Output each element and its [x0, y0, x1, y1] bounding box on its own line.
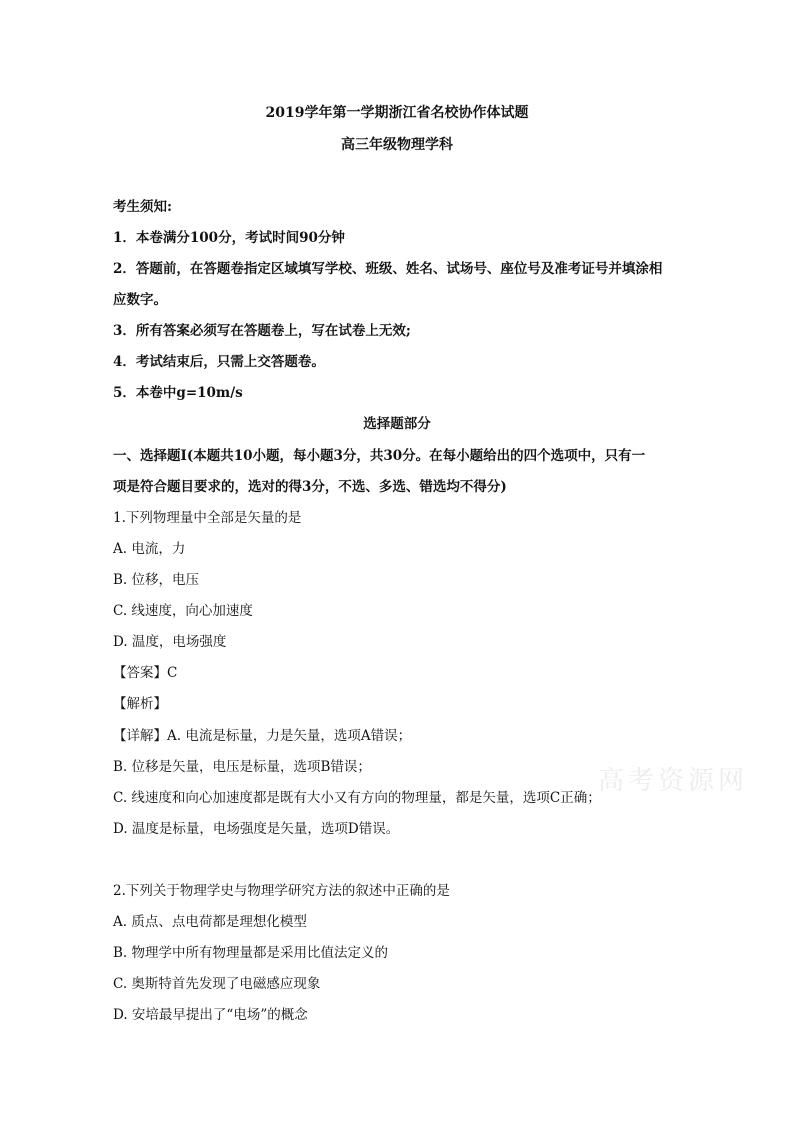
watermark: 高考资源网: [598, 766, 749, 796]
question-option: B. 物理学中所有物理量都是采用比值法定义的: [113, 945, 389, 961]
notice-item: 5．本卷中g=10m/s: [113, 385, 243, 401]
notice-heading: 考生须知:: [113, 199, 172, 215]
notice-item: 应数字。: [113, 292, 167, 308]
question-option: C. 线速度，向心加速度: [113, 603, 253, 619]
notice-item: 1．本卷满分100分，考试时间90分钟: [113, 230, 345, 246]
exam-subtitle: 高三年级物理学科: [341, 137, 453, 153]
section-title: 选择题部分: [363, 416, 431, 432]
explanation-line: C. 线速度和向心加速度都是既有大小又有方向的物理量，都是矢量，选项C正确；: [113, 790, 601, 806]
question-stem: 2.下列关于物理学史与物理学研究方法的叙述中正确的是: [113, 883, 450, 899]
explanation-line: 【详解】A. 电流是标量，力是矢量，选项A错误；: [113, 728, 412, 744]
question-option: D. 安培最早提出了“电场”的概念: [113, 1007, 308, 1023]
section-instruction: 项是符合题目要求的，选对的得3分，不选、多选、错选均不得分): [113, 479, 507, 495]
notice-item: 4．考试结束后，只需上交答题卷。: [113, 354, 325, 370]
section-instruction: 一、选择题I(本题共10小题，每小题3分，共30分。在每小题给出的四个选项中，只有一: [113, 448, 646, 464]
question-option: D. 温度，电场强度: [113, 634, 227, 650]
question-option: C. 奥斯特首先发现了电磁感应现象: [113, 976, 321, 992]
analysis-label: 【解析】: [113, 696, 167, 712]
explanation-line: B. 位移是矢量，电压是标量，选项B错误；: [113, 759, 371, 775]
notice-item: 2．答题前，在答题卷指定区域填写学校、班级、姓名、试场号、座位号及准考证号并填涂相: [113, 261, 663, 277]
question-option: B. 位移，电压: [113, 572, 200, 588]
notice-item: 3．所有答案必须写在答题卷上，写在试卷上无效;: [113, 323, 411, 339]
answer-line: 【答案】C: [113, 665, 178, 681]
explanation-line: D. 温度是标量，电场强度是矢量，选项D错误。: [113, 821, 400, 837]
exam-title: 2019学年第一学期浙江省名校协作体试题: [265, 105, 529, 121]
question-option: A. 电流，力: [113, 541, 186, 557]
question-stem: 1.下列物理量中全部是矢量的是: [113, 510, 302, 526]
question-option: A. 质点、点电荷都是理想化模型: [113, 914, 307, 930]
